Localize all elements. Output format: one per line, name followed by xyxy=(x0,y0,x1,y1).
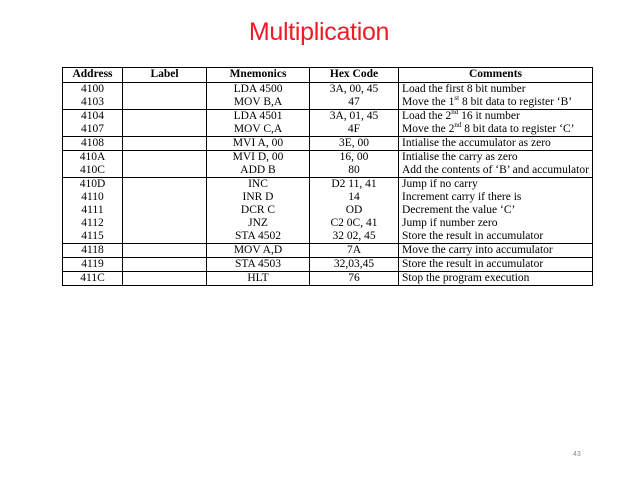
hex-cell: 3E, 00 xyxy=(310,137,399,151)
mnemonic-cell: STA 4503 xyxy=(207,258,310,272)
label-cell xyxy=(123,178,207,244)
header-comments: Comments xyxy=(399,68,593,83)
address-cell: 4100 4103 xyxy=(63,83,123,110)
table-row xyxy=(63,137,593,151)
address-cell: 4119 xyxy=(63,258,123,272)
header-mnemonics: Mnemonics xyxy=(207,68,310,83)
label-cell xyxy=(123,137,207,151)
label-cell xyxy=(123,83,207,110)
program-table xyxy=(62,67,593,286)
table-row xyxy=(63,151,593,178)
ordinal-suffix: st xyxy=(454,94,460,103)
header-hex-code: Hex Code xyxy=(310,68,399,83)
mnemonic-cell: HLT xyxy=(207,272,310,286)
comment-cell: Move the carry into accumulator xyxy=(399,244,593,258)
address-cell: 410A 410C xyxy=(63,151,123,178)
comment-cell: Load the first 8 bit number Move the 1st 8 bit data to register ‘B’ xyxy=(399,83,593,110)
ordinal-suffix: nd xyxy=(451,109,459,117)
header-address: Address xyxy=(63,68,123,83)
mnemonic-cell: LDA 4500 MOV B,A xyxy=(207,83,310,110)
comment-cell: Load the 2nd 16 it number Move the 2nd 8 bit data to register ‘C’ xyxy=(399,110,593,137)
comment-cell: Jump if no carry Increment carry if there is Decrement the value ‘C’ Jump if number zero Store the result in accumulator xyxy=(399,178,593,244)
hex-cell: D2 11, 41 14 OD C2 0C, 41 32 02, 45 xyxy=(310,178,399,244)
table-row xyxy=(63,110,593,137)
table-row xyxy=(63,83,593,110)
label-cell xyxy=(123,151,207,178)
table-row xyxy=(63,272,593,286)
address-cell: 410D 4110 4111 4112 4115 xyxy=(63,178,123,244)
label-cell xyxy=(123,244,207,258)
table-row xyxy=(63,178,593,244)
mnemonic-cell: INC INR D DCR C JNZ STA 4502 xyxy=(207,178,310,244)
header-label: Label xyxy=(123,68,207,83)
hex-cell: 32,03,45 xyxy=(310,258,399,272)
slide-title: Multiplication xyxy=(248,18,390,46)
hex-cell: 76 xyxy=(310,272,399,286)
hex-cell: 3A, 00, 45 47 xyxy=(310,83,399,110)
table-row xyxy=(63,258,593,272)
hex-cell: 7A xyxy=(310,244,399,258)
address-cell: 4118 xyxy=(63,244,123,258)
hex-cell: 16, 00 80 xyxy=(310,151,399,178)
address-cell: 411C xyxy=(63,272,123,286)
mnemonic-cell: MOV A,D xyxy=(207,244,310,258)
mnemonic-cell: LDA 4501 MOV C,A xyxy=(207,110,310,137)
comment-cell: Store the result in accumulator xyxy=(399,258,593,272)
table-header-row xyxy=(63,68,593,83)
ordinal-suffix: nd xyxy=(454,121,462,130)
mnemonic-cell: MVI A, 00 xyxy=(207,137,310,151)
label-cell xyxy=(123,272,207,286)
address-cell: 4104 4107 xyxy=(63,110,123,137)
table-row xyxy=(63,244,593,258)
page-number: 43 xyxy=(573,451,581,458)
label-cell xyxy=(123,110,207,137)
comment-cell: Intialise the carry as zero Add the contents of ‘B’ and accumulator xyxy=(399,151,593,178)
hex-cell: 3A, 01, 45 4F xyxy=(310,110,399,137)
address-cell: 4108 xyxy=(63,137,123,151)
label-cell xyxy=(123,258,207,272)
comment-cell: Stop the program execution xyxy=(399,272,593,286)
comment-cell: Intialise the accumulator as zero xyxy=(399,137,593,151)
mnemonic-cell: MVI D, 00 ADD B xyxy=(207,151,310,178)
